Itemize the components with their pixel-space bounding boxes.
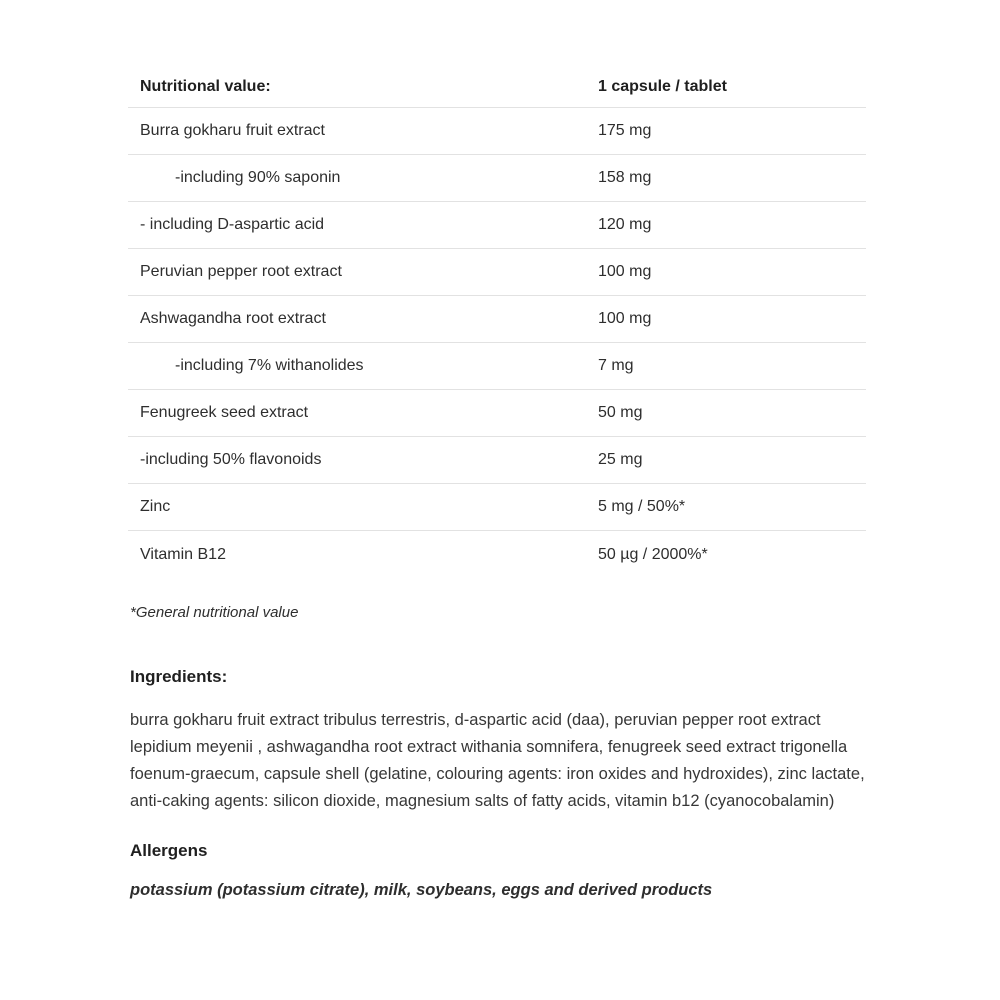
- ingredient-name: Ashwagandha root extract: [140, 310, 326, 327]
- ingredient-amount: 7 mg: [598, 357, 634, 374]
- table-row: [128, 249, 866, 296]
- ingredient-amount: 5 mg / 50%*: [598, 498, 686, 515]
- ingredient-amount: 100 mg: [598, 263, 652, 280]
- ingredient-amount: 25 mg: [598, 451, 643, 468]
- table-row: [128, 437, 866, 484]
- nutrition-table-header-label: Nutritional value:: [140, 77, 271, 95]
- table-row: [128, 390, 866, 437]
- ingredient-name: Peruvian pepper root extract: [140, 263, 342, 280]
- table-row: [128, 296, 866, 343]
- ingredient-name: Burra gokharu fruit extract: [140, 122, 325, 139]
- nutrition-table-header-row: [128, 66, 866, 108]
- ingredient-name: Zinc: [140, 498, 171, 515]
- nutrition-table-header-value: 1 capsule / tablet: [598, 77, 727, 95]
- general-nutritional-value-footnote: *General nutritional value: [130, 604, 299, 621]
- table-row: [128, 202, 866, 249]
- product-info-section: [128, 66, 866, 900]
- ingredient-name: Fenugreek seed extract: [140, 404, 309, 421]
- ingredient-name: Vitamin B12: [140, 545, 226, 563]
- nutrition-table: [128, 66, 866, 578]
- ingredient-name: - including D-aspartic acid: [140, 216, 325, 233]
- table-row: [128, 155, 866, 202]
- ingredients-text: burra gokharu fruit extract tribulus terrestris, d-aspartic acid (daa), peruvian pepper root extract lepidium meyenii , ashwagandha root extract withania somnifera, fenugreek seed extract trigonella foenum-graecum, capsule shell (gelatine, colouring agents: iron oxides and hydroxides), zinc lactate, anti-caking agents: silicon dioxide, magnesium salts of fatty acids, vitamin b12 (cyanocobalamin): [130, 711, 865, 810]
- ingredient-amount: 120 mg: [598, 216, 652, 233]
- ingredient-name: -including 7% withanolides: [175, 357, 364, 374]
- ingredient-name: -including 50% flavonoids: [140, 451, 322, 468]
- allergens-heading: Allergens: [130, 841, 208, 860]
- ingredient-amount: 50 mg: [598, 404, 643, 421]
- ingredient-amount: 158 mg: [598, 169, 652, 186]
- ingredient-amount: 50 µg / 2000%*: [598, 545, 708, 563]
- allergens-text: potassium (potassium citrate), milk, soybeans, eggs and derived products: [130, 881, 713, 899]
- ingredient-name: -including 90% saponin: [175, 169, 341, 186]
- ingredients-heading: Ingredients:: [130, 667, 228, 686]
- ingredient-amount: 100 mg: [598, 310, 652, 327]
- table-row: [128, 108, 866, 155]
- ingredient-amount: 175 mg: [598, 122, 652, 139]
- table-row: [128, 531, 866, 578]
- table-row: [128, 484, 866, 531]
- table-row: [128, 343, 866, 390]
